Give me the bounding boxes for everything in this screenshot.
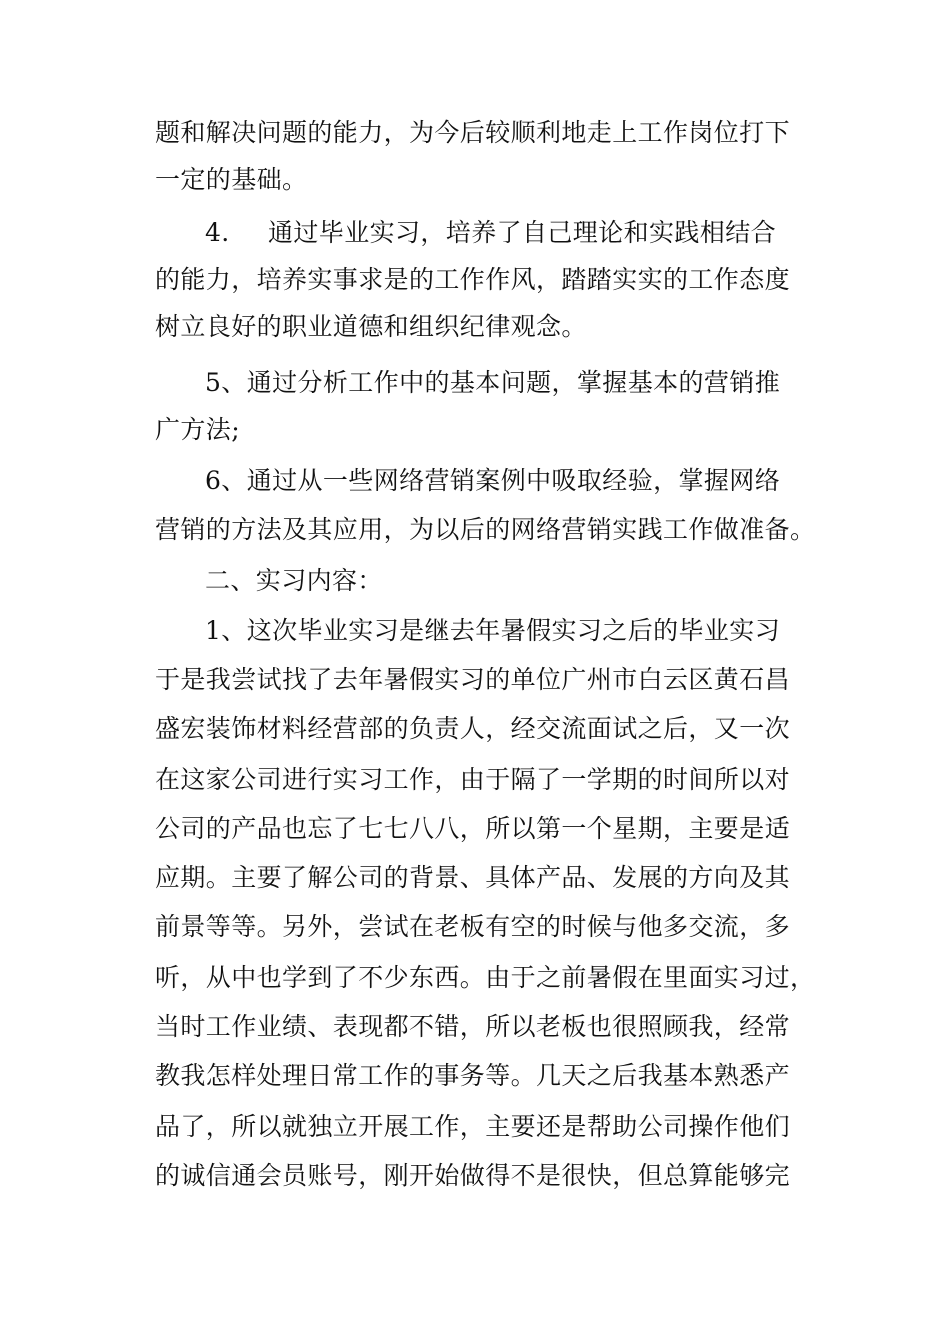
text-line: 一定的基础。 xyxy=(155,165,308,194)
text-line: 前景等等。另外，尝试在老板有空的时候与他多交流，多 xyxy=(155,912,791,941)
text-line: 题和解决问题的能力，为今后较顺利地走上工作岗位打下 xyxy=(155,118,791,147)
text-line: 广方法; xyxy=(155,415,241,444)
item-number: 4. xyxy=(205,218,230,247)
text-line: 5、通过分析工作中的基本问题，掌握基本的营销推 xyxy=(205,368,781,397)
section-heading: 二、实习内容： xyxy=(205,566,383,595)
text-line: 1、这次毕业实习是继去年暑假实习之后的毕业实习 xyxy=(205,616,781,645)
text-line: 树立良好的职业道德和组织纪律观念。 xyxy=(155,312,587,341)
text-line: 于是我尝试找了去年暑假实习的单位广州市白云区黄石昌 xyxy=(155,665,791,694)
text-line: 当时工作业绩、表现都不错，所以老板也很照顾我，经常 xyxy=(155,1012,791,1041)
text-line: 6、通过从一些网络营销案例中吸取经验，掌握网络 xyxy=(205,466,781,495)
text-line: 盛宏装饰材料经营部的负责人，经交流面试之后，又一次 xyxy=(155,714,791,743)
text-line-content: 通过毕业实习，培养了自己理论和实践相结合 xyxy=(268,218,777,247)
text-line: 的诚信通会员账号，刚开始做得不是很快，但总算能够完 xyxy=(155,1161,791,1190)
text-line: 的能力，培养实事求是的工作作风，踏踏实实的工作态度 xyxy=(155,265,791,294)
text-line: 营销的方法及其应用，为以后的网络营销实践工作做准备。 xyxy=(155,515,816,544)
text-line: 公司的产品也忘了七七八八，所以第一个星期，主要是适 xyxy=(155,814,791,843)
text-line: 品了，所以就独立开展工作，主要还是帮助公司操作他们 xyxy=(155,1112,791,1141)
text-line: 在这家公司进行实习工作，由于隔了一学期的时间所以对 xyxy=(155,765,791,794)
text-line xyxy=(205,218,776,248)
text-line: 教我怎样处理日常工作的事务等。几天之后我基本熟悉产 xyxy=(155,1061,791,1090)
text-line: 听，从中也学到了不少东西。由于之前暑假在里面实习过， xyxy=(155,963,816,992)
text-line: 应期。主要了解公司的背景、具体产品、发展的方向及其 xyxy=(155,863,791,892)
